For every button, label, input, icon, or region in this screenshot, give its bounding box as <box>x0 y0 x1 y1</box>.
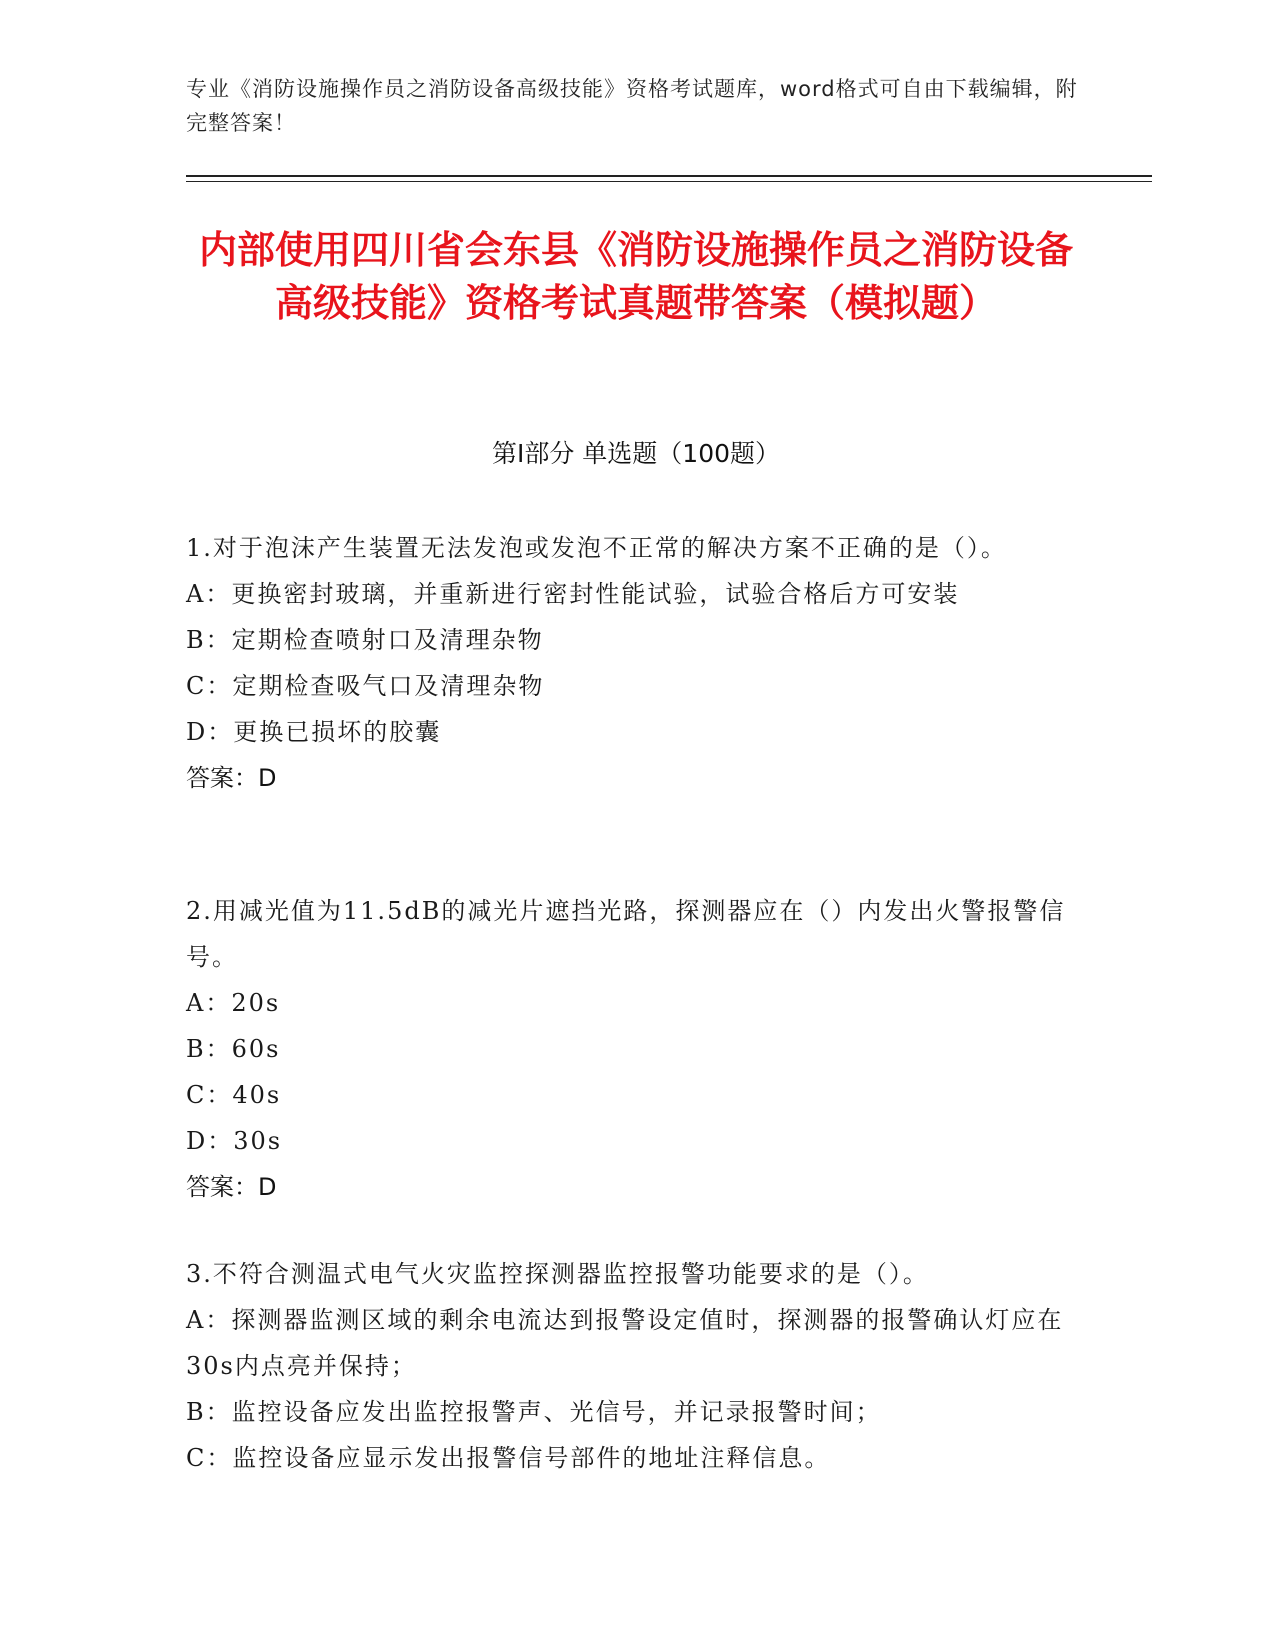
option-b: B：监控设备应发出监控报警声、光信号，并记录报警时间； <box>186 1398 882 1426</box>
question-stem: 2.用减光值为11.5dB的减光片遮挡光路，探测器应在（）内发出火警报警信号。 <box>186 897 1066 971</box>
option-a: A：探测器监测区域的剩余电流达到报警设定值时，探测器的报警确认灯应在30s内点亮并保持； <box>186 1306 1064 1380</box>
document-title: 内部使用四川省会东县《消防设施操作员之消防设备高级技能》资格考试真题带答案（模拟题） <box>198 228 1073 325</box>
answer: 答案：D <box>186 1173 277 1201</box>
section-heading: 第Ⅰ部分 单选题（100题） <box>491 439 781 468</box>
option-b: B：60s <box>186 1035 281 1063</box>
option-a: A：更换密封玻璃，并重新进行密封性能试验，试验合格后方可安装 <box>186 580 960 608</box>
option-a: A：20s <box>186 989 281 1017</box>
header-rule-thick <box>186 175 1152 177</box>
question-3 <box>186 1251 1076 1481</box>
header-rule-thin <box>186 181 1152 182</box>
question-1 <box>186 525 1076 801</box>
option-d: D：更换已损坏的胶囊 <box>186 718 442 746</box>
answer: 答案：D <box>186 764 277 792</box>
option-c: C：定期检查吸气口及清理杂物 <box>186 672 545 700</box>
question-stem: 1.对于泡沫产生装置无法发泡或发泡不正常的解决方案不正确的是（）。 <box>186 534 1007 562</box>
question-2 <box>186 888 1076 1210</box>
option-c: C：40s <box>186 1081 282 1109</box>
header-note: 专业《消防设施操作员之消防设备高级技能》资格考试题库，word格式可自由下载编辑，附完整答案！ <box>186 77 1078 135</box>
question-stem: 3.不符合测温式电气火灾监控探测器监控报警功能要求的是（）。 <box>186 1260 929 1288</box>
option-b: B：定期检查喷射口及清理杂物 <box>186 626 544 654</box>
option-d: D：30s <box>186 1127 283 1155</box>
option-c: C：监控设备应显示发出报警信号部件的地址注释信息。 <box>186 1444 831 1472</box>
